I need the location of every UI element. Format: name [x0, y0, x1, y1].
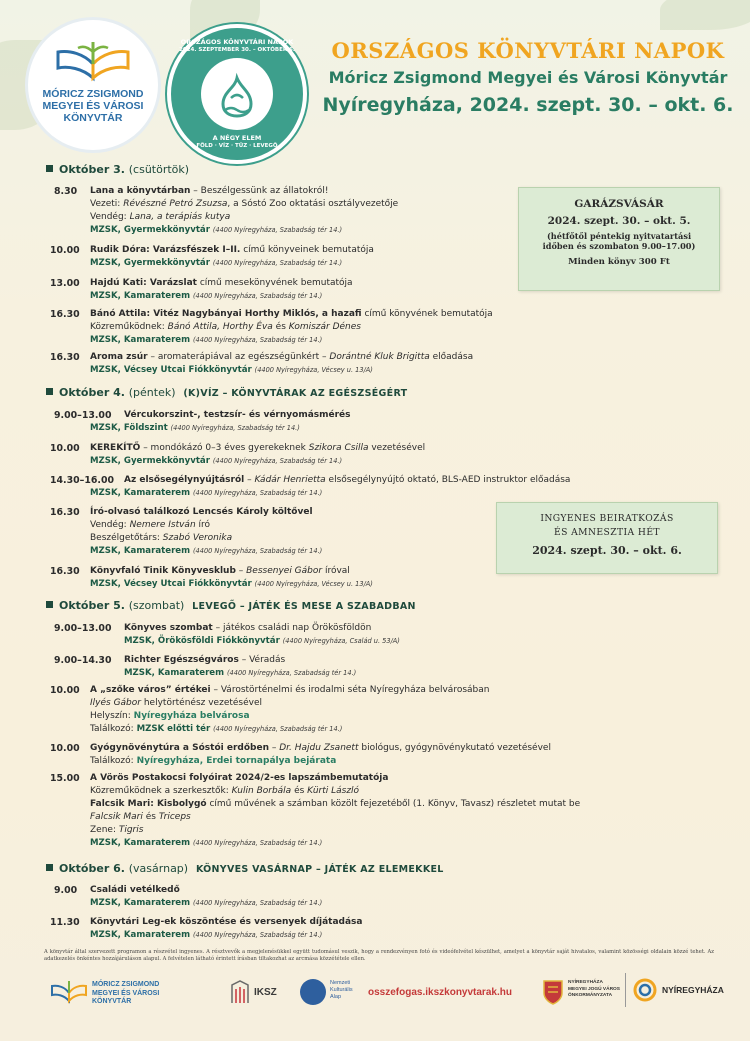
free-registration-dates: 2024. szept. 30. – okt. 6. — [532, 544, 682, 557]
footer-library-logo — [50, 975, 170, 1015]
library-name: Móricz Zsigmond Megyei és Városi Könyvtár — [328, 68, 728, 87]
event-location: MZSK, Kamaraterem (4400 Nyíregyháza, Szabadság tér 14.) — [90, 291, 323, 301]
event-time: 14.30–16.00 — [50, 475, 114, 486]
event-time: 16.30 — [50, 352, 80, 363]
event-performers: Falcsik Mari és Triceps — [90, 812, 191, 822]
event-guide: Ilyés Gábor helytörténész vezetésével — [90, 698, 263, 708]
event-time: 13.00 — [50, 278, 80, 289]
footer-lib-text-3: KÖNYVTÁR — [92, 998, 132, 1005]
free-registration-line-2: ÉS AMNESZTIA HÉT — [554, 527, 660, 538]
event-time: 9.00–14.30 — [54, 655, 112, 666]
event-location: MZSK, Kamaraterem (4400 Nyíregyháza, Szabadság tér 14.) — [90, 488, 323, 498]
event-location: MZSK, Gyermekkönyvtár (4400 Nyíregyháza, Szabadság tér 14.) — [90, 456, 343, 466]
day-heading-oct3: Október 3. (csütörtök) — [46, 163, 189, 176]
event-partner: Beszélgetőtárs: Szabó Veronika — [90, 533, 233, 543]
event-host: Vezeti: Révészné Petró Zsuzsa, a Sóstó Zoo oktatási osztályvezetője — [90, 199, 399, 209]
iksz-emblem-icon — [228, 979, 252, 1005]
event-title: Aroma zsúr – aromaterápiával az egészségünkért – Dorántné Kluk Brigitta előadása — [90, 352, 474, 362]
disclaimer: A könyvtár által szervezett programon a részvétel ingyenes. A résztvevők a megjelenésükkel együtt tudomásul veszik, hogy a rendezvényen fotó és videófelvétel készülhet, amelyet a könyvtár saját hivatalos, valamint közösségi oldalain közzé tehet. Az adatkezelés önkéntes hozzájáruláson alapul. A felvételen látható érintett írásban tiltakozhat az arcmása közzététele ellen. — [44, 949, 714, 962]
logo-event-name: ORSZÁGOS KÖNYVTÁRI NAPOK — [180, 38, 294, 46]
footer-lib-text-2: MEGYEI ÉS VÁROSI — [92, 989, 160, 997]
event-title: Hajdú Kati: Varázslat című mesekönyvének bemutatója — [90, 278, 353, 288]
city-council-logo — [542, 977, 622, 1011]
event-title: A Vörös Postakocsi folyóirat 2024/2-es lapszámbemutatója — [90, 773, 389, 783]
garage-sale-price: Minden könyv 300 Ft — [568, 257, 670, 267]
coat-of-arms-icon — [542, 979, 564, 1005]
event-location: MZSK, Gyermekkönyvtár (4400 Nyíregyháza, Szabadság tér 14.) — [90, 258, 343, 268]
event-location: MZSK, Kamaraterem (4400 Nyíregyháza, Szabadság tér 14.) — [90, 930, 323, 940]
event-title: Gyógynövénytúra a Sóstói erdőben – Dr. Hajdu Zsanett biológus, gyógynövénykutató vezetésével — [90, 743, 551, 753]
website-link[interactable]: osszefogas.ikszkonyvtarak.hu — [368, 987, 512, 998]
event-time: 10.00 — [50, 245, 80, 256]
event-time: 10.00 — [50, 685, 80, 696]
event-title: Az elsősegélynyújtásról – Kádár Henrietta elsősegélynyújtó oktató, BLS-AED instruktor előadása — [124, 475, 571, 485]
event-time: 9.00–13.00 — [54, 410, 112, 421]
logo-inner-circle — [201, 58, 273, 130]
footer — [0, 965, 750, 1041]
library-logo — [28, 20, 158, 150]
event-title: Richter Egészségváros – Véradás — [124, 655, 286, 665]
bullet-square-icon — [46, 388, 53, 395]
event-location: MZSK, Örökösföldi Fiókkönyvtár (4400 Nyíregyháza, Család u. 53/A) — [124, 636, 400, 646]
event-music: Zene: Tigris — [90, 825, 144, 835]
event-time: 16.30 — [50, 566, 80, 577]
nka-text-1: Nemzeti — [330, 980, 351, 986]
event-contributors: Közreműködnek: Bánó Attila, Horthy Éva és Komiszár Dénes — [90, 322, 361, 332]
event-time: 16.30 — [50, 507, 80, 518]
event-location: MZSK, Gyermekkönyvtár (4400 Nyíregyháza, Szabadság tér 14.) — [90, 225, 343, 235]
council-text-2: MEGYEI JOGÚ VÁROS — [568, 986, 620, 992]
event-time: 16.30 — [50, 309, 80, 320]
event-time: 10.00 — [50, 743, 80, 754]
logo-event-dates: 2024. SZEPTEMBER 30. – OKTÓBER 6. — [179, 47, 295, 53]
garage-sale-title: GARÁZSVÁSÁR — [574, 198, 664, 210]
event-title: Könyves szombat – játékos családi nap Örökösföldön — [124, 623, 372, 633]
event-venue: Helyszín: Nyíregyháza belvárosa — [90, 711, 250, 721]
city-logo — [632, 977, 742, 1007]
event-location: MZSK, Kamaraterem (4400 Nyíregyháza, Szabadság tér 14.) — [90, 898, 323, 908]
four-elements-icon — [201, 58, 273, 130]
nka-text-3: Alap — [330, 994, 342, 1000]
place-and-dates: Nyíregyháza, 2024. szept. 30. – okt. 6. — [322, 94, 734, 116]
garage-sale-hours-2: időben és szombaton 9.00–17.00) — [542, 241, 696, 251]
event-title: Könyvtári Leg-ek köszöntése és versenyek díjátadása — [90, 917, 363, 927]
bullet-square-icon — [46, 165, 53, 172]
garage-sale-hours-1: (hétfőtől péntekig nyitvatartási — [546, 231, 692, 241]
event-title: ORSZÁGOS KÖNYVTÁRI NAPOK — [331, 38, 725, 63]
event-title: KEREKÍTŐ – mondókázó 0–3 éves gyerekeknek Szikora Csilla vezetésével — [90, 443, 426, 453]
free-registration-line-1: INGYENES BEIRATKOZÁS — [540, 513, 674, 524]
event-guest: Vendég: Nemere István író — [90, 520, 211, 530]
event-location: MZSK, Vécsey Utcai Fiókkönyvtár (4400 Nyíregyháza, Vécsey u. 13/A) — [90, 365, 373, 375]
event-time: 10.00 — [50, 443, 80, 454]
open-book-icon — [50, 979, 88, 1005]
event-title: Rudik Dóra: Varázsfészek I–II. című könyveinek bemutatója — [90, 245, 374, 255]
open-book-icon — [54, 38, 132, 84]
nka-emblem-icon — [300, 979, 326, 1005]
library-logo-text-1: MÓRICZ ZSIGMOND — [42, 88, 144, 100]
garage-sale-box — [518, 187, 720, 291]
event-title: Családi vetélkedő — [90, 885, 180, 895]
event-location: MZSK, Kamaraterem (4400 Nyíregyháza, Szabadság tér 14.) — [90, 335, 323, 345]
library-days-logo — [167, 24, 307, 164]
event-time: 9.00 — [54, 885, 78, 896]
event-meeting-point: Találkozó: Nyíregyháza, Erdei tornapálya bejárata — [90, 756, 337, 766]
council-text-3: ÖNKORMÁNYZATA — [568, 993, 613, 998]
footer-divider — [625, 973, 626, 1007]
event-time: 11.30 — [50, 917, 80, 928]
event-title: Bánó Attila: Vitéz Nagybányai Horthy Miklós, a hazafi című könyvének bemutatója — [90, 309, 493, 319]
event-title: Vércukorszint-, testzsír- és vérnyomásmérés — [124, 410, 351, 420]
nka-text-2: Kulturális — [330, 987, 353, 993]
council-text-1: NYÍREGYHÁZA — [568, 980, 603, 985]
event-presentation: Falcsik Mari: Kisbolygó című művének a számban közölt fejezetéből (1. Könyv, Tavasz) részletet mutat be — [90, 799, 581, 809]
event-title: Könyvfaló Tinik Könyvesklub – Bessenyei Gábor íróval — [90, 566, 350, 576]
library-logo-text-2: MEGYEI ÉS VÁROSI — [42, 100, 144, 112]
library-logo-text-3: KÖNYVTÁR — [63, 112, 123, 124]
event-location: MZSK, Vécsey Utcai Fiókkönyvtár (4400 Nyíregyháza, Vécsey u. 13/A) — [90, 579, 373, 589]
iksz-logo — [228, 979, 288, 1009]
event-location: MZSK, Földszint (4400 Nyíregyháza, Szabadság tér 14.) — [90, 423, 300, 433]
logo-four-elements: A NÉGY ELEM — [212, 134, 262, 142]
bullet-square-icon — [46, 864, 53, 871]
logo-elements-list: FÖLD · VÍZ · TŰZ · LEVEGŐ — [196, 143, 278, 149]
event-location: MZSK, Kamaraterem (4400 Nyíregyháza, Szabadság tér 14.) — [124, 668, 357, 678]
event-time: 8.30 — [54, 186, 78, 197]
nka-logo — [300, 977, 370, 1011]
day-heading-oct4: Október 4. (péntek) (K)VÍZ – KÖNYVTÁRAK AZ EGÉSZSÉGÉRT — [46, 386, 407, 399]
event-location: MZSK, Kamaraterem (4400 Nyíregyháza, Szabadság tér 14.) — [90, 546, 323, 556]
event-contributors: Közreműködnek a szerkesztők: Kulin Borbála és Kürti László — [90, 786, 360, 796]
day-heading-oct5: Október 5. (szombat) LEVEGŐ – JÁTÉK ÉS MESE A SZABADBAN — [46, 599, 416, 612]
event-time: 15.00 — [50, 773, 80, 784]
garage-sale-dates: 2024. szept. 30. – okt. 5. — [547, 215, 691, 227]
day-heading-oct6: Október 6. (vasárnap) KÖNYVES VASÁRNAP – JÁTÉK AZ ELEMEKKEL — [46, 862, 444, 875]
event-title: Író-olvasó találkozó Lencsés Károly költővel — [90, 507, 313, 517]
city-name: NYÍREGYHÁZA — [662, 985, 724, 995]
event-meeting-point: Találkozó: MZSK előtti tér (4400 Nyíregyháza, Szabadság tér 14.) — [90, 724, 343, 734]
bullet-square-icon — [46, 601, 53, 608]
event-time: 9.00–13.00 — [54, 623, 112, 634]
city-emblem-icon — [632, 977, 658, 1003]
header — [0, 0, 750, 152]
iksz-text: IKSZ — [254, 987, 277, 998]
event-title: A „szőke város” értékei – Várostörténelmi és irodalmi séta Nyíregyháza belvárosában — [90, 685, 490, 695]
event-location: MZSK, Kamaraterem (4400 Nyíregyháza, Szabadság tér 14.) — [90, 838, 323, 848]
event-guest: Vendég: Lana, a terápiás kutya — [90, 212, 231, 222]
event-title: Lana a könyvtárban – Beszélgessünk az állatokról! — [90, 186, 329, 196]
footer-lib-text-1: MÓRICZ ZSIGMOND — [92, 981, 160, 988]
free-registration-box — [496, 502, 718, 574]
